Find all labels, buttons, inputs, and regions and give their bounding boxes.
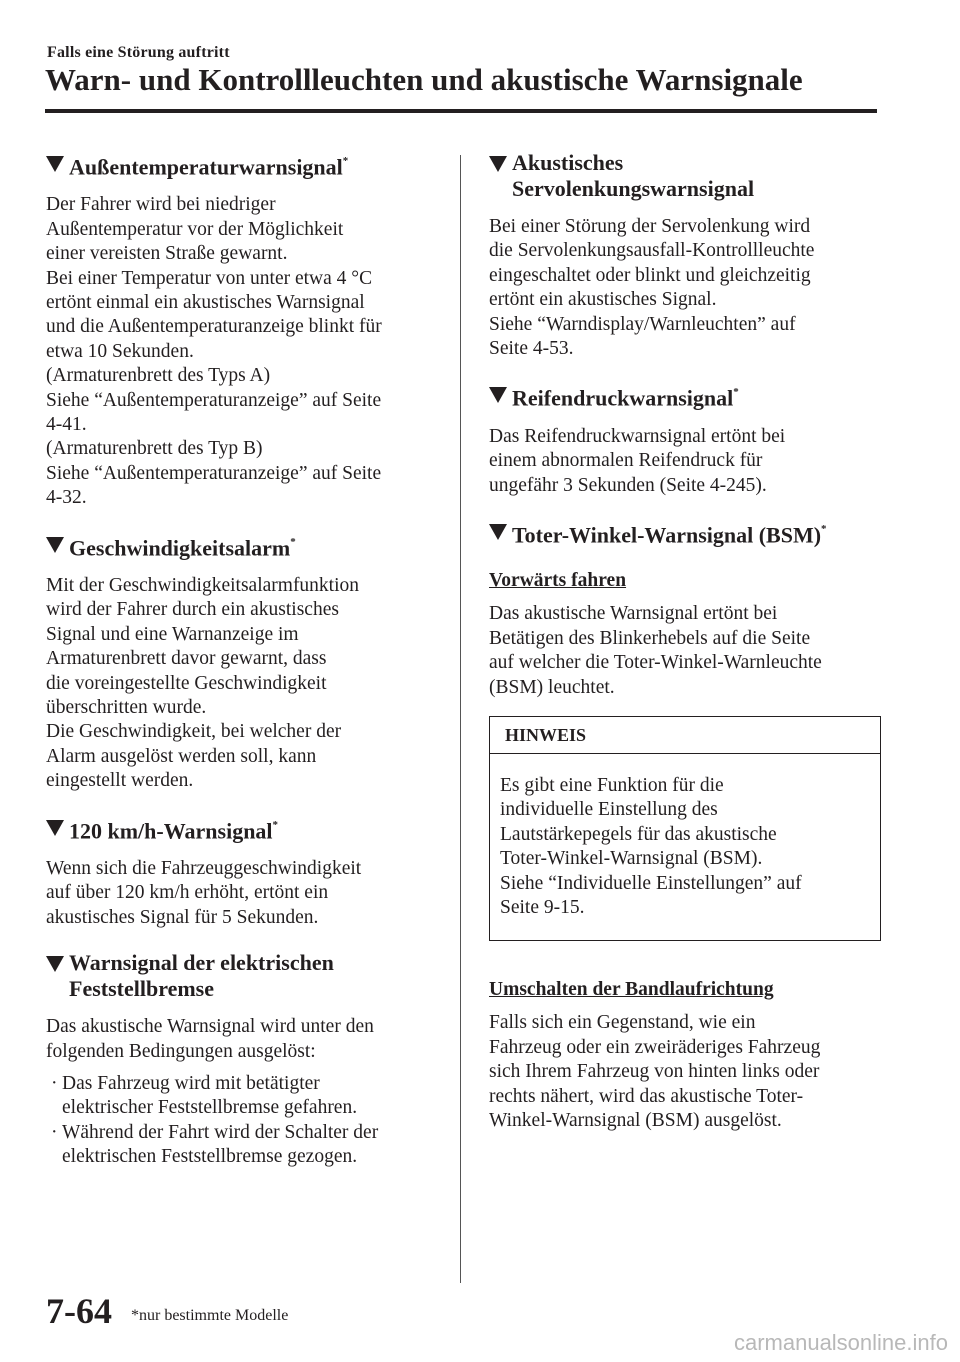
paragraph: Das Reifendruckwarnsignal ertönt bei einem abnormalen Reifendruck für ungefähr 3 Sekunden (Seite 4-245).	[489, 425, 786, 496]
triangle-marker-icon	[489, 156, 507, 172]
note-text: Es gibt eine Funktion für die individuelle Einstellung des Lautstärkepegels für das akustische Toter-Winkel-Warnsignal (BSM). Siehe “Individuelle Einstellungen” auf Seite 9-15.	[500, 774, 802, 918]
paragraph: Bei einer Störung der Servolenkung wird die Servolenkungsausfall-Kontrollleuchte eingeschaltet oder blinkt und gleichzeitig ertönt ein akustisches Signal. Siehe “Warndisplay/Warnleuchten” auf Seite 4-53.	[489, 216, 815, 360]
header-section-label: Falls eine Störung auftritt	[47, 44, 230, 61]
paragraph: Das akustische Warnsignal ertönt bei Betätigen des Blinkerhebels auf die Seite auf welcher die Toter-Winkel-Warnleuchte (BSM) leuchtet.	[489, 603, 822, 698]
paragraph: Der Fahrer wird bei niedriger Außentemperatur vor der Möglichkeit einer vereisten Straße gewarnt. Bei einer Temperatur von unter etwa 4 °C ertönt einmal ein akustisches Warnsignal und die Außentemperaturanzeige blinkt für etwa 10 Sekunden. (Armaturenbrett des Typs A) Siehe “Außentemperaturanzeige” auf Seite 4-41. (Armaturenbrett des Typ B) Siehe “Außentemperaturanzeige” auf Seite 4-32.	[46, 194, 382, 509]
section-heading-blind-spot: Toter-Winkel-Warnsignal (BSM)*	[489, 518, 881, 548]
paragraph: Falls sich ein Gegenstand, wie ein Fahrzeug oder ein zweiräderiges Fahrzeug sich Ihrem Fahrzeug von hinten links oder rechts nähert, wird das akustische Toter- Winkel-Warnsignal (BSM) ausgelöst.	[489, 1012, 821, 1131]
triangle-marker-icon	[46, 956, 64, 972]
list-item: · Das Fahrzeug wird mit betätigter elektrischer Feststellbremse gefahren.	[51, 1072, 358, 1119]
paragraph: Mit der Geschwindigkeitsalarmfunktion wird der Fahrer durch ein akustisches Signal und eine Warnanzeige im Armaturenbrett davor gewarnt, dass die voreingestellte Geschwindigkeit überschritten wurde. Die Geschwindigkeit, bei welcher der Alarm ausgelöst werden soll, kann eingestellt werden.	[46, 574, 360, 792]
note-box	[489, 716, 881, 941]
page-title: Warn- und Kontrollleuchten und akustische Warnsignale	[45, 62, 803, 97]
triangle-marker-icon	[489, 387, 507, 403]
section-heading-power-steering: Akustisches Servolenkungswarnsignal	[489, 150, 881, 202]
paragraph: Das akustische Warnsignal wird unter den folgenden Bedingungen ausgelöst:	[46, 1016, 374, 1062]
header-rule	[45, 109, 877, 113]
note-label: HINWEIS	[490, 717, 880, 754]
section-heading-speed-alarm: Geschwindigkeitsalarm*	[46, 531, 441, 561]
paragraph: Wenn sich die Fahrzeuggeschwindigkeit auf über 120 km/h erhöht, ertönt ein akustisches Signal für 5 Sekunden.	[46, 857, 362, 928]
triangle-marker-icon	[489, 524, 507, 540]
section-heading-tire-pressure: Reifendruckwarnsignal*	[489, 381, 881, 411]
triangle-marker-icon	[46, 537, 64, 553]
section-heading-outside-temp: Außentemperaturwarnsignal*	[46, 150, 441, 180]
subheading: Umschalten der Bandlaufrichtung	[489, 979, 774, 1001]
watermark: carmanualsonline.info	[733, 1330, 948, 1355]
footnote: *nur bestimmte Modelle	[131, 1307, 289, 1324]
triangle-marker-icon	[46, 820, 64, 836]
subheading: Vorwärts fahren	[489, 570, 627, 592]
section-heading-120kmh: 120 km/h-Warnsignal*	[46, 814, 441, 844]
column-separator	[460, 155, 461, 1283]
left-column	[46, 150, 441, 1170]
triangle-marker-icon	[46, 156, 64, 172]
section-heading-parking-brake: Warnsignal der elektrischen Feststellbremse	[46, 950, 441, 1002]
right-column	[489, 150, 881, 1133]
list-item: · Während der Fahrt wird der Schalter der elektrischen Feststellbremse gezogen.	[51, 1121, 379, 1168]
page-number: 7-64	[46, 1291, 112, 1331]
